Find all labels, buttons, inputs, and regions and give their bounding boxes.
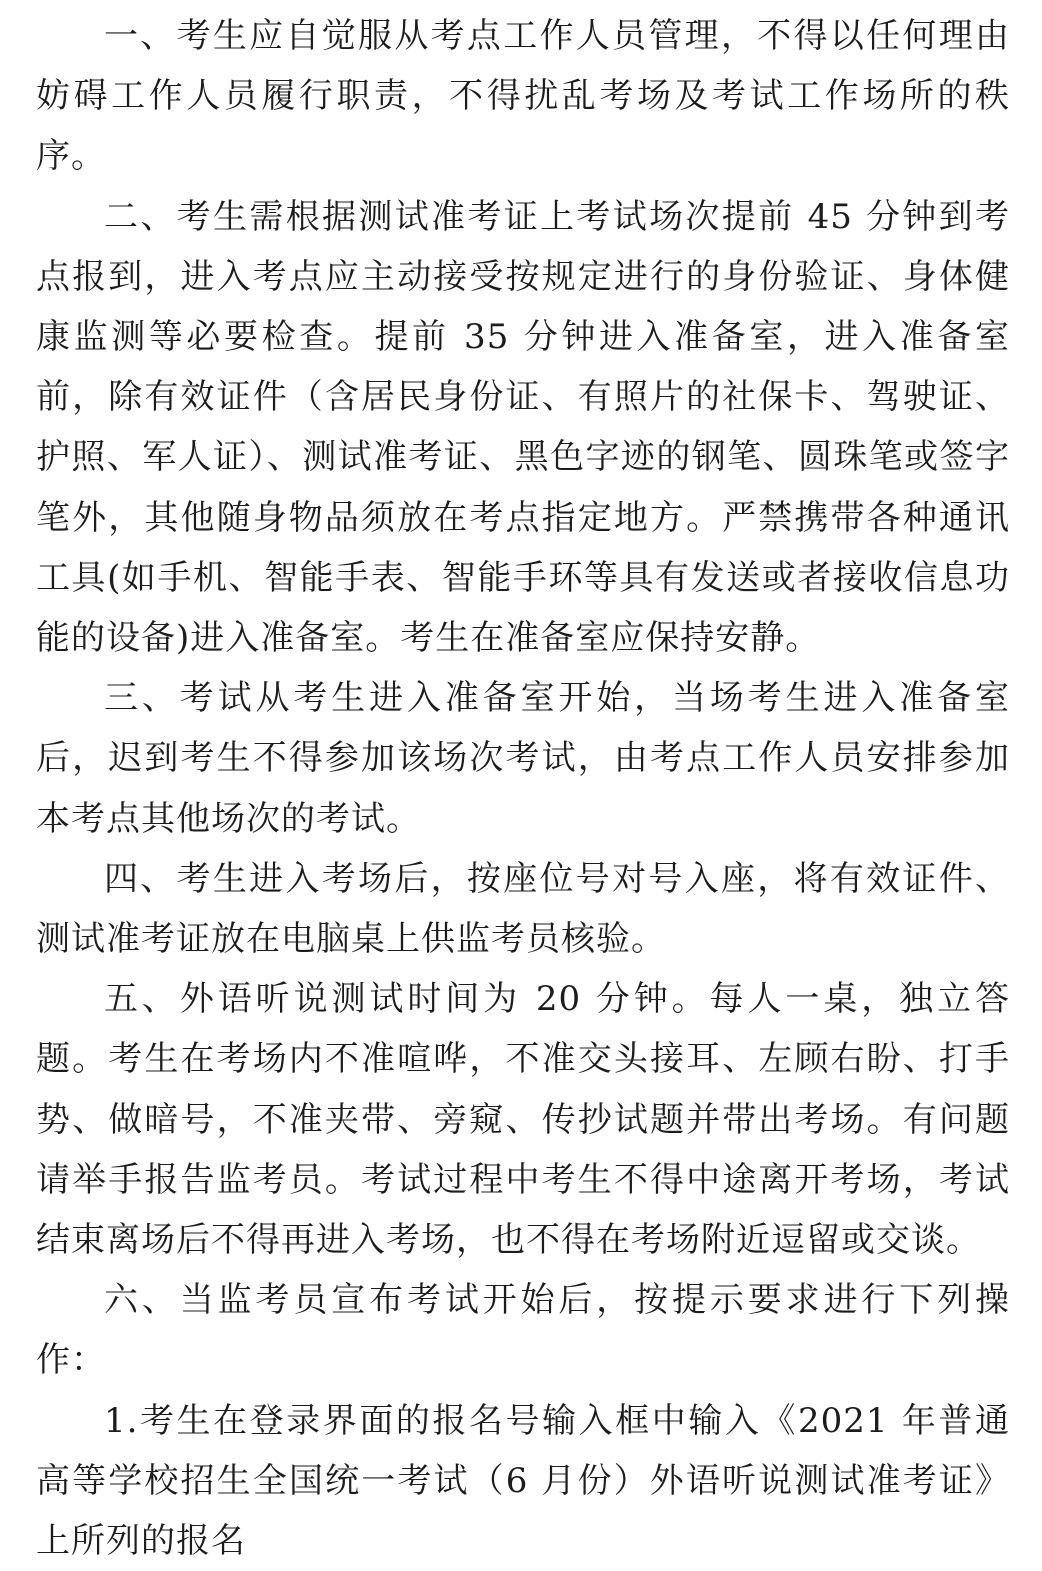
- paragraph-rule-1: 一、考生应自觉服从考点工作人员管理，不得以任何理由妨碍工作人员履行职责，不得扰乱考场及考试工作场所的秩序。: [36, 16, 1010, 177]
- paragraph-rule-3: 三、考试从考生进入准备室开始，当场考生进入准备室后，迟到考生不得参加该场次考试，由考点工作人员安排参加本考点其他场次的考试。: [36, 678, 1010, 839]
- paragraph-rule-5: 五、外语听说测试时间为 20 分钟。每人一桌，独立答题。考生在考场内不准喧哗，不准交头接耳、左顾右盼、打手势、做暗号，不准夹带、旁窥、传抄试题并带出考场。有问题请举手报告监考员。考试过程中考生不得中途离开考场，考试结束离场后不得再进入考场，也不得在考场附近逗留或交谈。: [36, 979, 1010, 1261]
- paragraph-rule-6: 六、当监考员宣布考试开始后，按提示要求进行下列操作：: [36, 1280, 1010, 1381]
- paragraph-step-1: 1.考生在登录界面的报名号输入框中输入《2021 年普通高等学校招生全国统一考试（6 月份）外语听说测试准考证》上所列的报名: [36, 1400, 1010, 1562]
- document-body: [36, 6, 1010, 1571]
- paragraph-rule-2: 二、考生需根据测试准考证上考试场次提前 45 分钟到考点报到，进入考点应主动接受按规定进行的身份验证、身体健康监测等必要检查。提前 35 分钟进入准备室，进入准备室前，除有效证件（含居民身份证、有照片的社保卡、驾驶证、护照、军人证）、测试准考证、黑色字迹的钢笔、圆珠笔或签字笔外，其他随身物品须放在考点指定地方。严禁携带各种通讯工具(如手机、智能手表、智能手环等具有发送或者接收信息功能的设备)进入准备室。考生在准备室应保持安静。: [36, 196, 1010, 659]
- paragraph-rule-4: 四、考生进入考场后，按座位号对号入座，将有效证件、测试准考证放在电脑桌上供监考员核验。: [36, 858, 1010, 960]
